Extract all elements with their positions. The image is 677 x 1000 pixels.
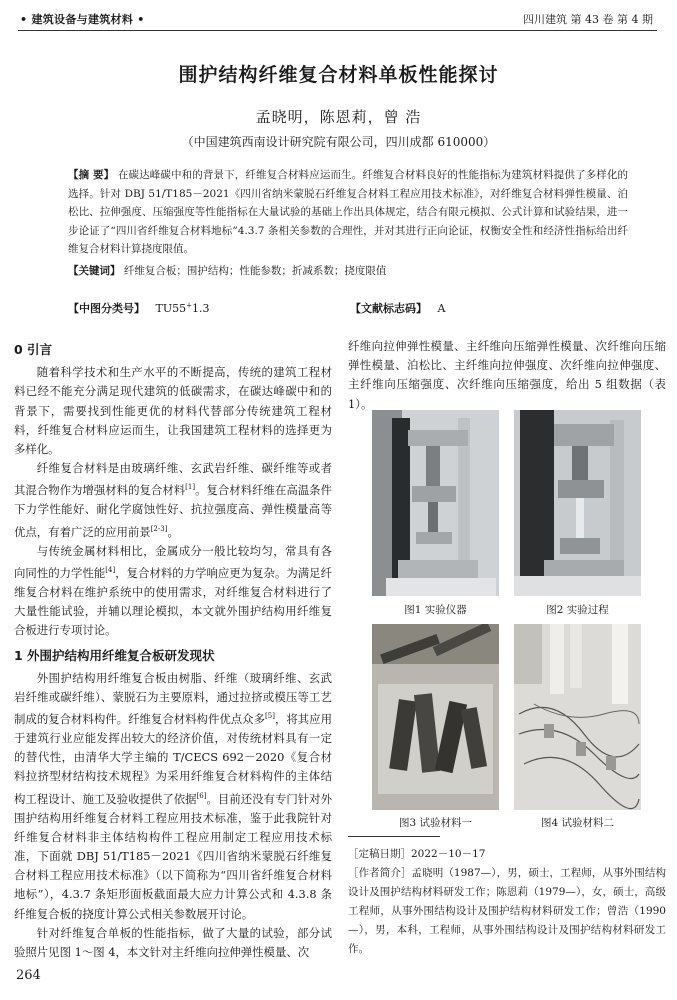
section-1-paragraph-1: 外围护结构用纤维复合板由树脂、纤维（玻璃纤维、玄武岩纤维或碳纤维）、蒙脱石为主要原料，通过拉挤或模压等工艺制成的复合材料构件。纤维复合材料构件优点众多[5]，将其应用于建筑行业应能发挥出较大的经济价值，对传统材料具有一定的替代性，由清华大学主编的 T/CECS 692－2020《复合材料拉挤型材结构技术规程》为采用纤维复合材料构件的主体结构工程设计、施工及验收提供了依据[6]。目前还没有专门针对外围护结构用纤维复合材料工程应用技术标准，鉴于此我院针对纤维复合材料非主体结构构件工程应用制定工程应用技术标准，下面就 DBJ 51/T185－2021《四川省纳米蒙脱石纤维复合材料工程应用技术标准》（以下简称为“四川省纤维复合材料地标”），4.3.7 条矩形面板截面最大应力计算公式和 4.3.8 条纤维复合板的挠度计算公式相关参数展开讨论。 [14, 670, 332, 921]
figure-3-caption: 图3 试验材料一 [398, 817, 473, 829]
document-code [350, 300, 445, 316]
figure-2-caption: 图2 实验过程 [546, 604, 609, 616]
header-section: • 建筑设备与建筑材料 • [20, 13, 145, 26]
abstract-label: 【摘 要】 [68, 169, 115, 181]
figure-4-caption: 图4 试验材料二 [540, 817, 615, 829]
paper-affiliation: （中国建筑西南设计研究院有限公司，四川成都 610000） [181, 135, 496, 149]
paper-title: 围护结构纤维复合材料单板性能探讨 [178, 64, 499, 86]
classification-label: 【中图分类号】 [68, 302, 145, 315]
figure-1-caption: 图1 实验仪器 [404, 604, 467, 616]
author-introduction: ［作者简介］孟晓明（1987—），男，硕士，工程师，从事外围结构设计及围护结构材料研发工作；陈恩莉（1979—），女，硕士，高级工程师，从事外围结构设计及围护结构材料研发工作；曾浩（1990—），男，本科，工程师，从事外围结构设计及围护结构材料研发工作。 [348, 867, 666, 955]
classification-code: TU55 [155, 302, 187, 315]
abstract [68, 166, 628, 259]
section-0-paragraph-1: 随着科学技术和生产水平的不断提高，传统的建筑工程材料已经不能充分满足现代建筑的低碳需求，在碳达峰碳中和的背景下，需要找到性能更优的材料代替部分传统建筑工程材料，纤维复合材料应运而生，让我国建筑工程材料的选择更为多样化。 [14, 365, 332, 457]
keywords-text: 纤维复合板；围护结构；性能参数；折减系数；挠度限值 [123, 265, 387, 277]
page-number: 264 [16, 968, 41, 983]
classification-number [68, 300, 209, 316]
left-column [14, 340, 332, 962]
header-rule [18, 30, 657, 31]
classification-sup: + [186, 301, 192, 310]
classification-tail: 1.3 [191, 302, 210, 315]
figure-1-photo [372, 410, 499, 596]
footnote-rule [348, 836, 440, 837]
paper-authors: 孟晓明，陈恩莉，曾 浩 [255, 108, 422, 126]
section-1-heading: 1 外围护结构用纤维复合板研发现状 [14, 648, 215, 664]
section-1-paragraph-2: 针对纤维复合单板的性能指标，做了大量的试验，部分试验照片见图 1～图 4，本文针对主纤维向拉伸弹性模量、次 [14, 925, 332, 960]
received-date: ［定稿日期］2022－10－17 [348, 848, 486, 860]
section-0-paragraph-2: 纤维复合材料是由玻璃纤维、玄武岩纤维、碳纤维等或者其混合物作为增强材料的复合材料[1]。复合材料纤维在高温条件下力学性能好、耐化学腐蚀性好、抗拉强度高、弹性模量高等优点，有着广泛的应用前景[2-3]。 [14, 461, 332, 539]
header-journal-info: 四川建筑 第 43 卷 第 4 期 [523, 13, 653, 26]
document-code-value: A [437, 302, 446, 315]
keywords [68, 262, 628, 280]
right-column-text: 纤维向拉伸弹性模量、主纤维向压缩弹性模量、次纤维向压缩弹性模量、泊松比、主纤维向拉伸强度、次纤维向拉伸强度、主纤维向压缩强度、次纤维向压缩强度，给出 5 组数据（表 1）。 [348, 339, 666, 411]
section-0-heading: 0 引言 [14, 342, 53, 357]
figure-2-photo [514, 410, 641, 596]
keywords-label: 【关键词】 [68, 265, 121, 277]
document-code-label: 【文献标志码】 [350, 302, 427, 315]
abstract-text: 在碳达峰碳中和的背景下，纤维复合材料应运而生。纤维复合材料良好的性能指标为建筑材料提供了多样化的选择。针对 DBJ 51/T185－2021《四川省纳米蒙脱石纤维复合材料工程应用技术标准》，对纤维复合材料弹性模量、泊松比、拉伸强度、压缩强度等性能指标在大量试验的基础上作出具体规定，结合有限元模拟、公式计算和试验结果，进一步论证了“四川省纤维复合材料地标”4.3.7 条相关参数的合理性，并对其进行正向论证，权衡安全性和经济性指标给出纤维复合材料计算挠度限值。 [68, 169, 629, 255]
footnotes [348, 845, 666, 959]
figure-3-photo [372, 624, 499, 810]
section-0-paragraph-3: 与传统金属材料相比，金属成分一般比较均匀，常具有各向同性的力学性能[4]，复合材料的力学响应更为复杂。为满足纤维复合材料在维护系统中的使用需求，对纤维复合材料进行了大量性能试验，并辅以理论模拟，本文就外围护结构用纤维复合板进行专项讨论。 [14, 543, 332, 638]
figure-4-photo [514, 624, 641, 810]
